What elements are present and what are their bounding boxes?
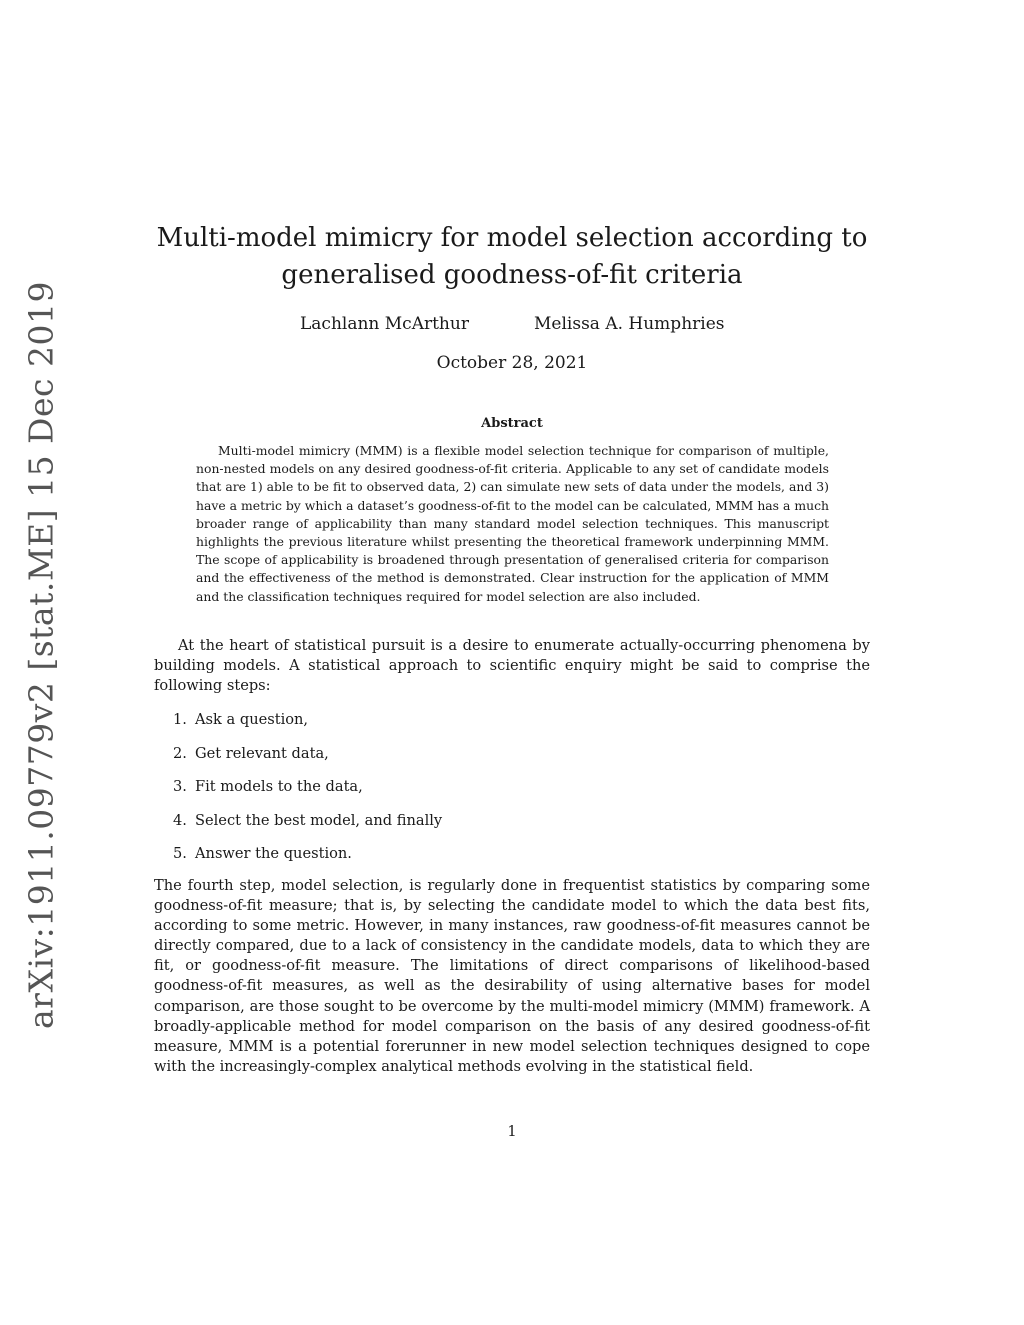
page-number: 1 bbox=[507, 1123, 517, 1140]
paper-title bbox=[140, 220, 884, 294]
paper-date: October 28, 2021 bbox=[436, 353, 588, 373]
abstract-heading: Abstract bbox=[481, 416, 543, 431]
list-item bbox=[173, 744, 442, 778]
list-item-text: Get relevant data, bbox=[195, 744, 329, 762]
arxiv-identifier-text: arXiv:1911.09779v2 [stat.ME] 15 Dec 2019 bbox=[21, 281, 61, 1029]
list-item bbox=[173, 710, 442, 744]
steps-list bbox=[173, 710, 442, 878]
body-paragraph: The fourth step, model selection, is regularly done in frequentist statistics by comparing some goodness-of-fit measure; that is, by selecting the candidate model to which the data best fits, according to some metric. However, in many instances, raw goodness-of-fit measures cannot be directly compared, due to a lack of consistency in the candidate models, data to which they are fit, or goodness-of-fit measure. The limitations of direct comparisons of likelihood-based goodness-of-fit measures, as well as the desirability of using alternative bases for model comparison, are those sought to be overcome by the multi-model mimicry (MMM) framework. A broadly-applicable method for model comparison on the basis of any desired goodness-of-fit measure, MMM is a potential forerunner in new model selection techniques designed to cope with the increasingly-complex analytical methods evolving in the statistical field. bbox=[154, 877, 870, 1075]
abstract-text: Multi-model mimicry (MMM) is a flexible model selection technique for comparison of multiple, non-nested models on any desired goodness-of-fit criteria. Applicable to any set of candidate models that are 1) able to be fit to observed data, 2) can simulate new sets of data under the models, and 3) have a metric by which a dataset’s goodness-of-fit to the model can be calculated, MMM has a much broader range of applicability than many standard model selection techniques. This manuscript highlights the previous literature whilst presenting the theoretical framework underpinning MMM. The scope of applicability is broadened through presentation of generalised criteria for comparison and the effectiveness of the method is demonstrated. Clear instruction for the application of MMM and the classification techniques required for model selection are also included. bbox=[196, 443, 829, 604]
list-item bbox=[173, 777, 442, 811]
list-item-text: Fit models to the data, bbox=[195, 778, 363, 796]
author-name: Melissa A. Humphries bbox=[534, 314, 725, 334]
list-item-text: Select the best model, and finally bbox=[195, 811, 443, 829]
author-list bbox=[300, 314, 730, 338]
author-name: Lachlann McArthur bbox=[300, 314, 469, 334]
intro-paragraph: At the heart of statistical pursuit is a desire to enumerate actually-occurring phenomena by building models. A statistical approach to scientific enquiry might be said to comprise the following steps: bbox=[154, 637, 870, 695]
list-item-number: 2. bbox=[173, 744, 187, 762]
list-item-number: 5. bbox=[173, 845, 187, 863]
list-item-text: Ask a question, bbox=[195, 711, 309, 728]
list-item-number: 3. bbox=[173, 778, 187, 796]
list-item bbox=[173, 811, 442, 845]
list-item-text: Answer the question. bbox=[195, 845, 352, 863]
list-item bbox=[173, 844, 442, 878]
arxiv-identifier-stamp bbox=[12, 281, 70, 1029]
list-item-number: 4. bbox=[173, 811, 187, 829]
title-line-2: generalised goodness-of-fit criteria bbox=[281, 260, 743, 290]
title-line-1: Multi-model mimicry for model selection according to bbox=[156, 223, 868, 253]
list-item-number: 1. bbox=[173, 711, 187, 728]
